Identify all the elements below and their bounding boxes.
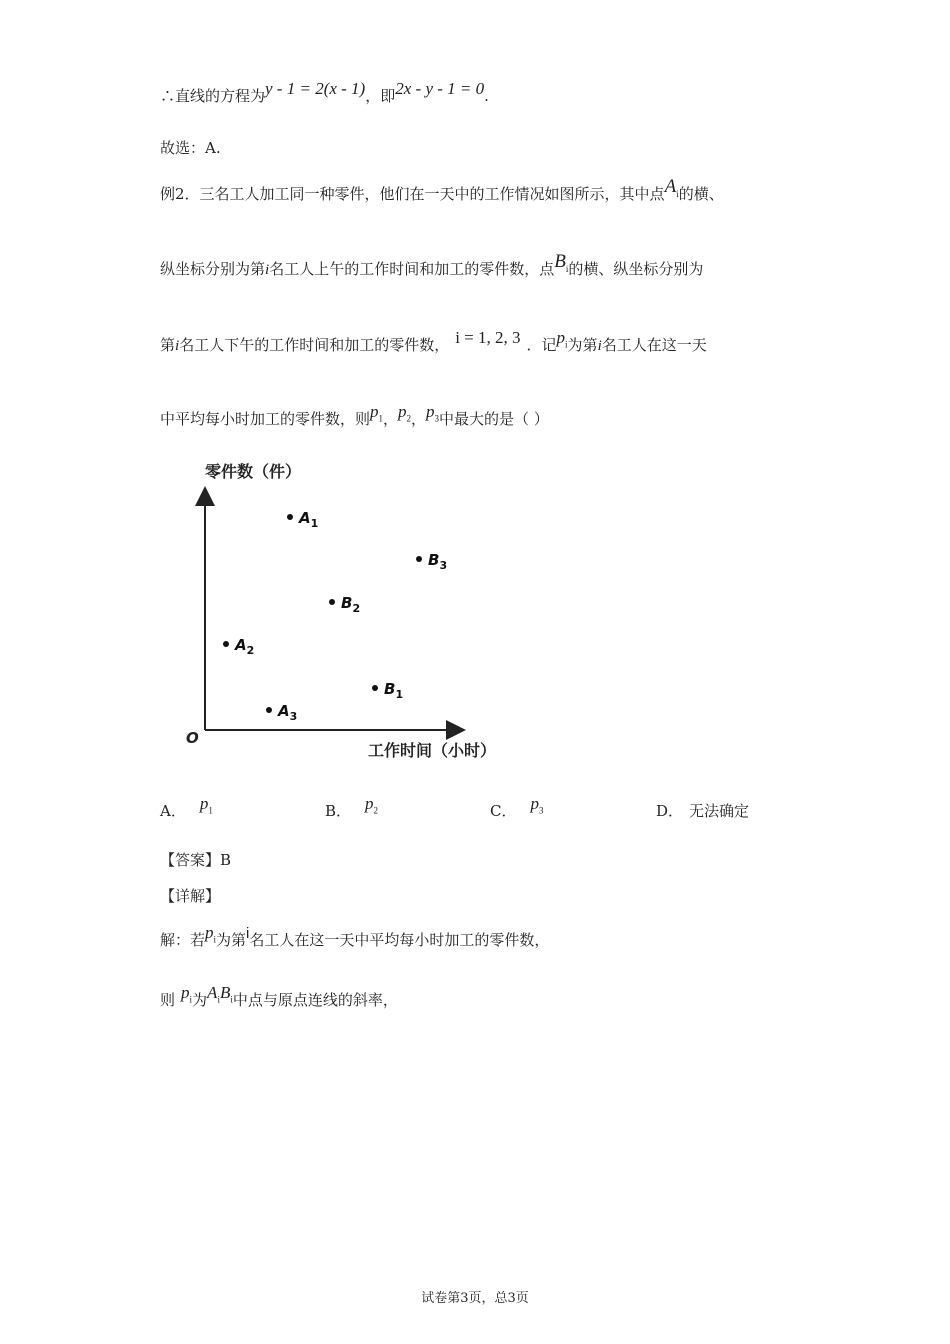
option-label: D．	[656, 802, 684, 820]
point-label: $B_1$	[384, 680, 404, 701]
text: 名工人上午的工作时间和加工的零件数，点	[269, 260, 555, 278]
point-B1	[372, 680, 403, 701]
text: 名工人在这一天中平均每小时加工的零件数，	[249, 931, 550, 949]
text: A	[664, 176, 677, 197]
points-layer	[223, 509, 447, 723]
problem-line-4	[160, 402, 549, 435]
text: i	[230, 994, 233, 1005]
answer: 【答案】B	[160, 851, 232, 869]
text: B	[219, 983, 231, 1002]
var-B	[554, 251, 568, 272]
var-i: i	[265, 262, 270, 278]
point-B2	[329, 594, 360, 615]
point-label: $A_3$	[278, 702, 298, 723]
text: 中最大的是（ ）	[439, 410, 549, 428]
text: p	[556, 328, 566, 347]
text: ∴直线的方程为	[160, 87, 266, 105]
point-A2	[223, 636, 254, 657]
text: ，	[383, 410, 399, 428]
problem-line-2	[160, 251, 704, 286]
i-values: i = 1, 2, 3	[455, 328, 521, 347]
option-label: C．	[490, 802, 517, 820]
detail-title: 【详解】	[160, 887, 221, 905]
solution-line-2	[160, 983, 398, 1016]
point-label: $A_1$	[299, 509, 319, 530]
text: p	[530, 794, 539, 813]
point-A3	[266, 702, 297, 723]
x-axis-label: 工作时间（小时）	[368, 741, 497, 760]
var-p	[556, 328, 568, 350]
point-marker	[329, 599, 335, 605]
point-label: $B_3$	[428, 551, 448, 572]
var-p1	[199, 794, 213, 816]
y-axis-label: 零件数（件）	[205, 462, 302, 481]
text: 中点与原点连线的斜率，	[232, 991, 398, 1009]
text: 中平均每小时加工的零件数，则	[160, 410, 371, 428]
text: i	[565, 339, 568, 350]
text: 为第	[216, 931, 247, 949]
text: p	[199, 794, 209, 813]
option-d[interactable]	[656, 800, 749, 821]
point-marker	[372, 685, 378, 691]
var-p	[205, 923, 217, 945]
text: .	[484, 87, 489, 105]
point-marker	[223, 641, 229, 647]
text: ．记	[526, 336, 557, 354]
text: 名工人在这一天	[601, 336, 707, 354]
text: 1	[378, 413, 384, 424]
text: 为第	[567, 336, 598, 354]
var-p1	[370, 402, 384, 424]
text: 名工人下午的工作时间和加工的零件数，	[179, 336, 450, 354]
text: 1	[208, 805, 213, 816]
text: p	[181, 983, 190, 1002]
problem-line-1	[160, 176, 724, 211]
text: 2	[406, 413, 412, 424]
text: 3	[434, 413, 440, 424]
text: ，即	[365, 87, 396, 105]
segment-AB	[207, 983, 233, 1005]
point-A1	[287, 509, 318, 530]
problem-line-3	[160, 328, 707, 361]
text: i	[676, 188, 679, 199]
text: p	[398, 402, 407, 421]
text: 的横、	[678, 185, 724, 203]
point-label: $B_2$	[341, 594, 361, 615]
text: ，	[411, 410, 427, 428]
text: 2	[373, 805, 379, 816]
text: A	[207, 983, 218, 1002]
text: p	[205, 923, 214, 942]
var-p3	[530, 794, 544, 816]
text: p	[426, 402, 435, 421]
page-footer: 试卷第3页，总3页	[421, 1291, 529, 1306]
choice-line: 故选：A.	[160, 139, 221, 157]
equation-1: y - 1 = 2(x - 1)	[265, 79, 366, 98]
text: 第	[160, 336, 176, 354]
option-b[interactable]	[325, 794, 379, 822]
text: 纵坐标分别为第	[160, 260, 266, 278]
text: i	[213, 934, 217, 945]
equation-2: 2x - y - 1 = 0	[395, 79, 485, 98]
text: 为	[192, 991, 208, 1009]
solution-line-equation	[160, 79, 489, 106]
text: i	[189, 994, 193, 1005]
text: p	[365, 794, 374, 813]
var-p	[181, 983, 193, 1005]
scatter-chart	[0, 440, 950, 780]
point-label: $A_2$	[235, 636, 255, 657]
option-a[interactable]	[160, 794, 213, 822]
text: 3	[538, 805, 544, 816]
text: p	[370, 402, 379, 421]
option-c[interactable]	[490, 794, 544, 822]
text: B	[554, 251, 566, 272]
text: 解：若	[160, 931, 206, 949]
var-p2	[398, 402, 412, 424]
text: 例2．三名工人加工同一种零件，他们在一天中的工作情况如图所示，其中点	[160, 185, 665, 203]
option-text: 无法确定	[689, 802, 750, 820]
text: i	[217, 994, 220, 1005]
var-i: i	[246, 925, 250, 942]
point-marker	[266, 707, 272, 713]
var-i: i	[175, 338, 180, 354]
solution-line-1	[160, 923, 550, 956]
option-label: B．	[325, 802, 352, 820]
point-marker	[416, 556, 422, 562]
text: 则	[160, 991, 176, 1009]
var-p3	[426, 402, 440, 424]
text: 的横、纵坐标分别为	[568, 260, 704, 278]
var-i: i	[597, 338, 602, 354]
text: i	[565, 263, 569, 274]
var-A	[665, 176, 679, 197]
origin-label: O	[186, 729, 199, 747]
option-label: A．	[160, 802, 186, 820]
point-marker	[287, 514, 293, 520]
var-p2	[365, 794, 379, 816]
point-B3	[416, 551, 447, 572]
